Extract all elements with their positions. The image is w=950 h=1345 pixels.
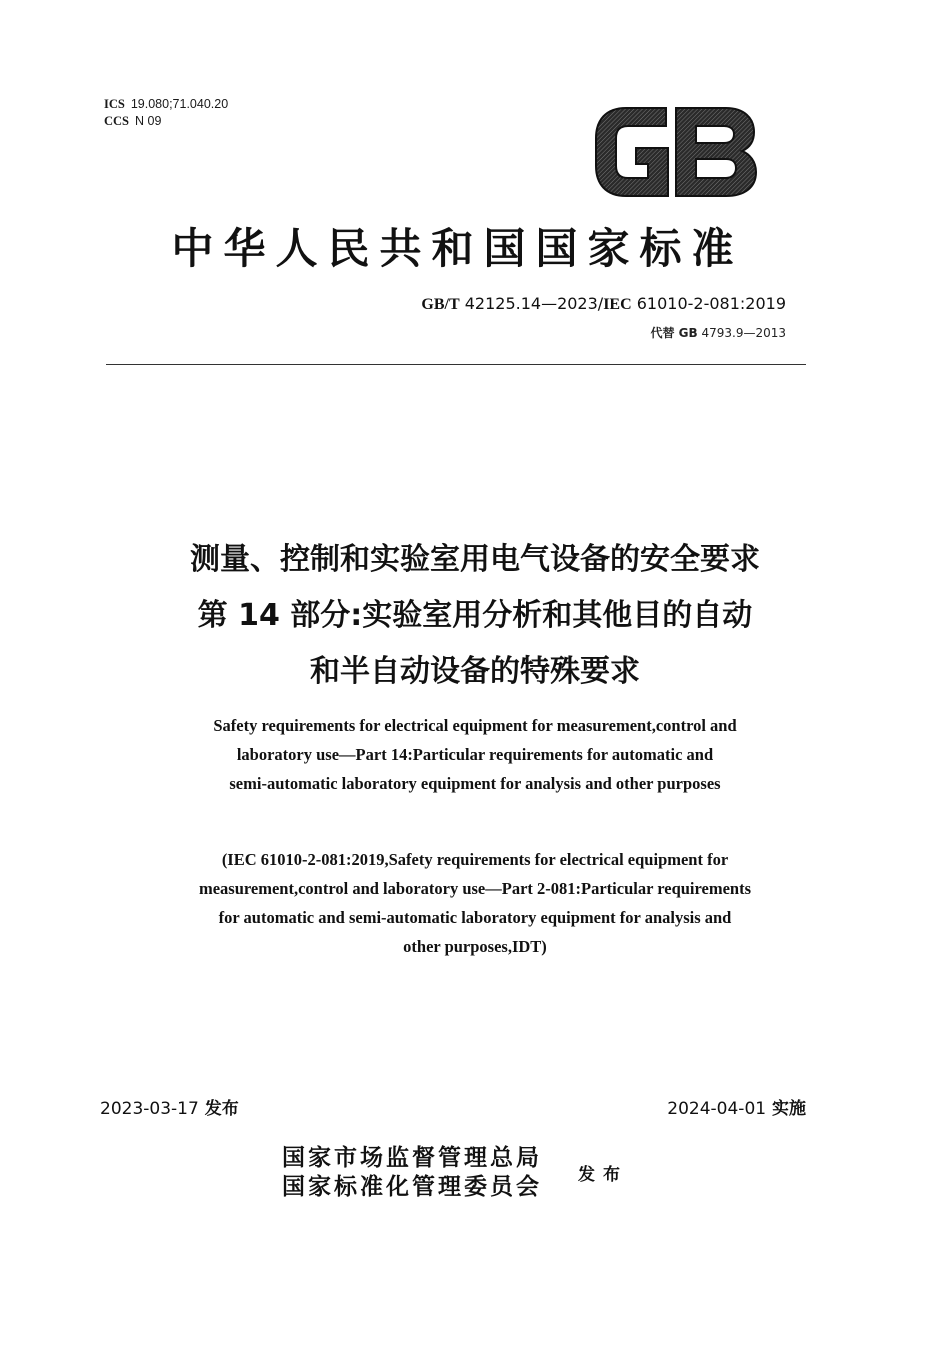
std-iec-prefix: IEC	[603, 296, 632, 313]
title-cn-line-2: 第 14 部分:实验室用分析和其他目的自动	[197, 598, 753, 633]
publishing-organizations	[282, 1143, 542, 1201]
document-title-cn	[60, 532, 890, 700]
logo-text: GB	[592, 104, 594, 105]
ccs-value: N 09	[135, 114, 162, 128]
classification-codes	[104, 96, 228, 130]
ccs-line	[104, 113, 228, 130]
standard-number	[300, 294, 786, 314]
document-title-en	[80, 711, 870, 798]
logo-letter-g	[596, 108, 668, 196]
implement-date-value: 2024-04-01	[667, 1099, 767, 1119]
replaces-number: 4793.9—2013	[697, 326, 786, 340]
publish-date-label: 发布	[198, 1099, 239, 1119]
std-iec: 61010-2-081:2019	[631, 294, 786, 313]
implement-date	[560, 1094, 806, 1119]
title-en-line-3: semi-automatic laboratory equipment for analysis and other purposes	[229, 774, 721, 793]
logo-letter-b	[676, 108, 756, 196]
ccs-label: CCS	[104, 114, 130, 128]
replaces-gb: GB	[678, 326, 698, 340]
idt-reference	[80, 845, 870, 961]
title-cn-line-1: 测量、控制和实验室用电气设备的安全要求	[190, 542, 760, 577]
publisher-org-2: 国家标准化管理委员会	[282, 1173, 542, 1200]
publisher-org-1: 国家市场监督管理总局	[282, 1144, 542, 1171]
idt-line-3: for automatic and semi-automatic laboratory equipment for analysis and	[218, 908, 732, 927]
title-en-line-2: laboratory use—Part 14:Particular requirements for automatic and	[236, 745, 714, 764]
replaces-standard	[500, 324, 786, 341]
publish-action-label: 发布	[578, 1165, 628, 1185]
replaces-label: 代替	[650, 326, 679, 340]
ics-value: 19.080;71.040.20	[130, 97, 229, 111]
implement-date-label: 实施	[766, 1099, 806, 1119]
title-en-line-1: Safety requirements for electrical equipment for measurement,control and	[213, 716, 737, 735]
idt-line-4: other purposes,IDT)	[403, 937, 547, 956]
publish-date-value: 2023-03-17	[100, 1099, 199, 1119]
idt-line-2: measurement,control and laboratory use—Part 2-081:Particular requirements	[198, 879, 752, 898]
gb-logo	[592, 104, 758, 200]
publish-date	[100, 1094, 239, 1119]
ics-label: ICS	[104, 97, 125, 111]
idt-line-1: (IEC 61010-2-081:2019,Safety requirements for electrical equipment for	[221, 850, 729, 869]
title-cn-line-3: 和半自动设备的特殊要求	[310, 654, 640, 689]
std-prefix: GB/T	[421, 296, 460, 313]
national-standard-title: 中华人民共和国国家标准	[171, 224, 744, 273]
ics-line	[104, 96, 228, 113]
header-divider	[106, 364, 806, 365]
std-main: 42125.14—2023/	[459, 294, 604, 313]
